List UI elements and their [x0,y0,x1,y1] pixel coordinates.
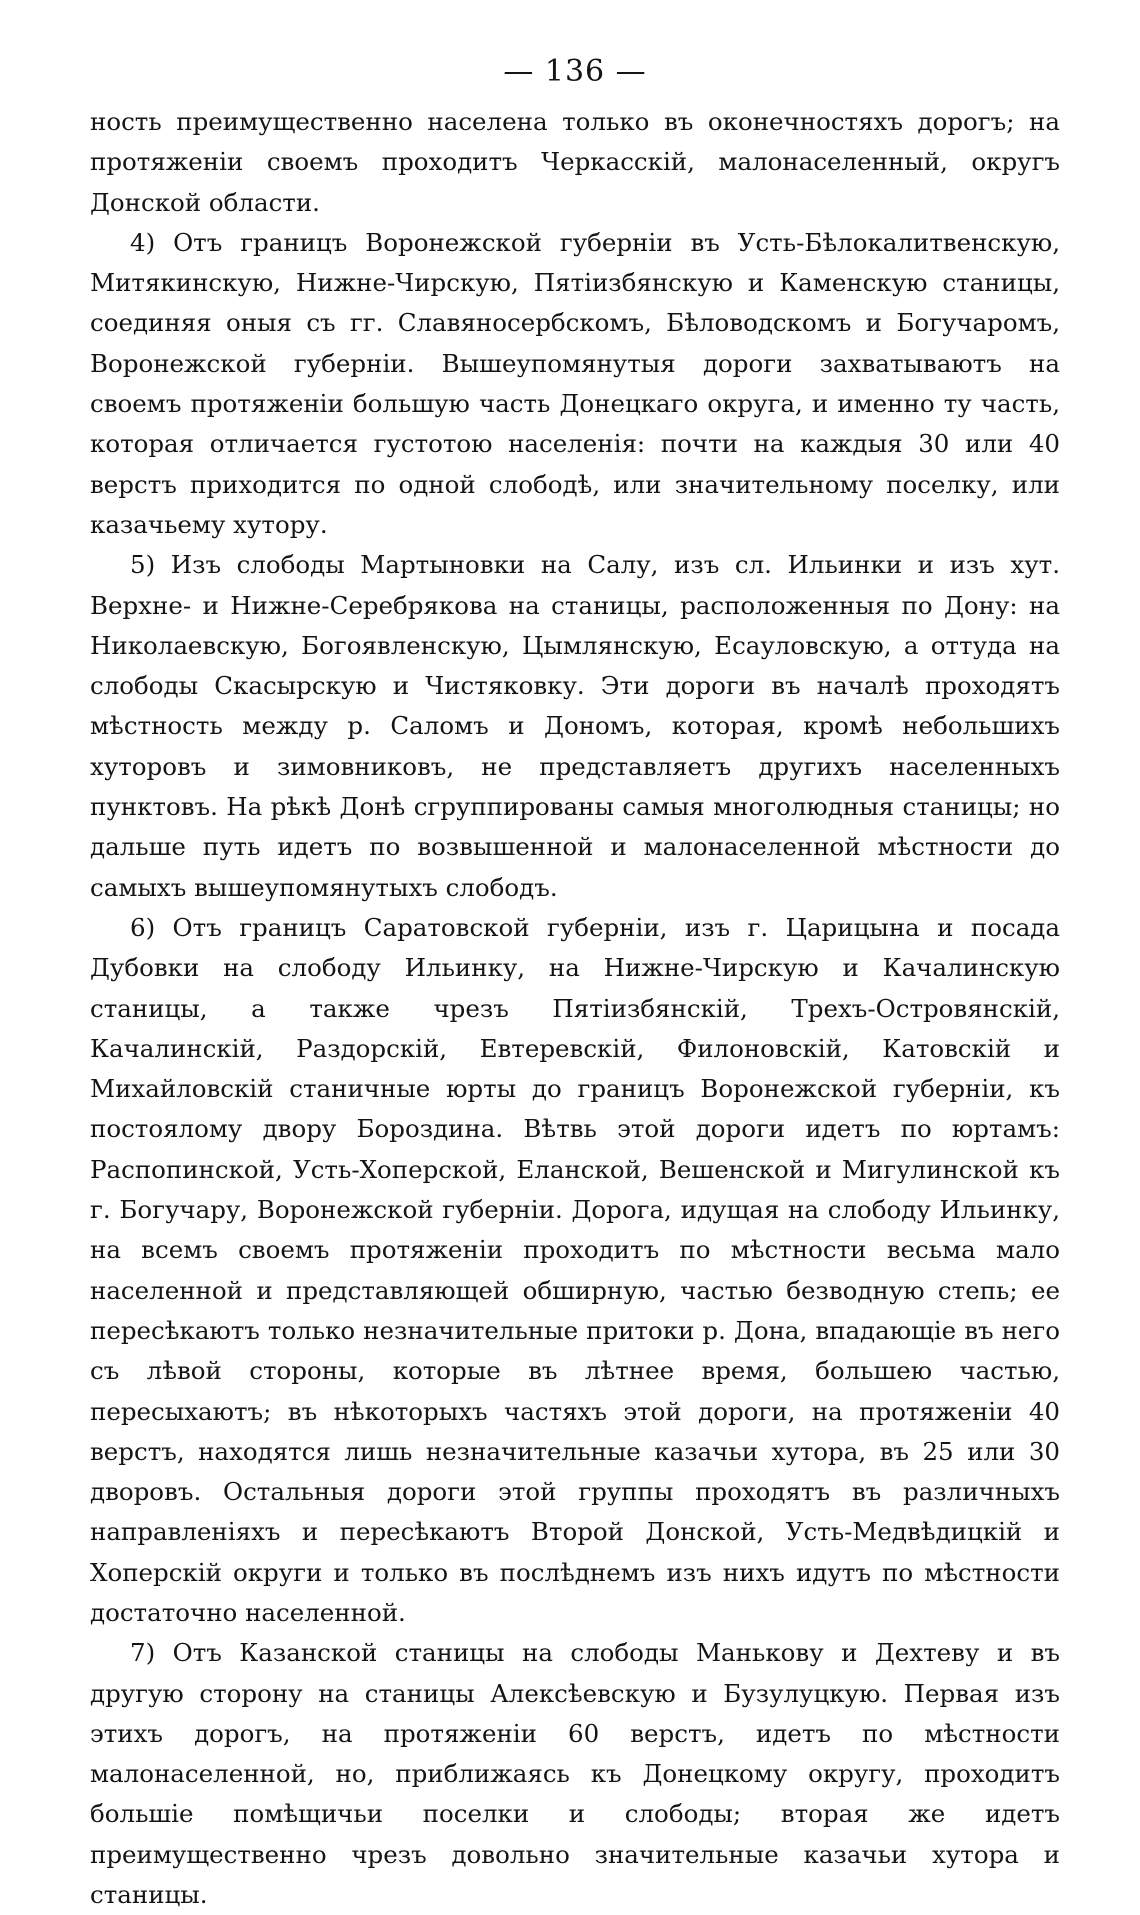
page-number: — 136 — [503,54,647,89]
page [90,52,1060,1915]
paragraph: 7) Отъ Казанской станицы на слободы Манькову и Дехтеву и въ другую сторону на станицы Алексѣевскую и Бузулуцкую. Первая изъ этихъ дорогъ, на протяженіи 60 верстъ, идетъ по мѣстности малонаселенной, но, приближаясь къ Донецкому округу, проходитъ большіе помѣщичьи поселки и слободы; вторая же идетъ преимущественно чрезъ довольно значительные казачьи хутора и станицы. [90,1638,1060,1910]
paragraph: 6) Отъ границъ Саратовской губерніи, изъ г. Царицына и посада Дубовки на слободу Ильинку, на Нижне-Чирскую и Качалинскую станицы, а также чрезъ Пятіизбянскій, Трехъ-Островянскій, Качалинскій, Раздорскій, Евтеревскій, Филоновскій, Катовскій и Михайловскій станичные юрты до границъ Воронежской губерніи, къ постоялому двору Бороздина. Вѣтвь этой дороги идетъ по юртамъ: Распопинской, Усть-Хоперской, Еланской, Вешенской и Мигулинской къ г. Богучару, Воронежской губерніи. Дорога, идущая на слободу Ильинку, на всемъ своемъ протяженіи проходитъ по мѣстности весьма мало населенной и представляющей обширную, частью безводную степь; ее пересѣкаютъ только незначительные притоки р. Дона, впадающіе въ него съ лѣвой стороны, которые въ лѣтнее время, большею частью, пересыхаютъ; въ нѣкоторыхъ частяхъ этой дороги, на протяженіи 40 верстъ, находятся лишь незначительные казачьи хутора, въ 25 или 30 дворовъ. Остальныя дороги этой группы проходятъ въ различныхъ направленіяхъ и пересѣкаютъ Второй Донской, Усть-Медвѣдицкій и Хоперскій округи и только въ послѣднемъ изъ нихъ идутъ по мѣстности достаточно населенной. [90,912,1060,1627]
paragraph: ность преимущественно населена только въ оконечностяхъ дорогъ; на протяженіи своемъ проходитъ Черкасскій, малонаселенный, округъ Донской области. [90,107,1060,217]
paragraph: 4) Отъ границъ Воронежской губерніи въ Усть-Бѣлокалитвенскую, Митякинскую, Нижне-Чирскую, Пятіизбянскую и Каменскую станицы, соединяя оныя съ гг. Славяносербскомъ, Бѣловодскомъ и Богучаромъ, Воронежской губерніи. Вышеупомянутыя дороги захватываютъ на своемъ протяженіи большую часть Донецкаго округа, и именно ту часть, которая отличается густотою населенія: почти на каждыя 30 или 40 верстъ приходится по одной слободѣ, или значительному поселку, или казачьему хутору. [90,227,1060,539]
body-text [90,102,1060,1915]
paragraph: 5) Изъ слободы Мартыновки на Салу, изъ сл. Ильинки и изъ хут. Верхне- и Нижне-Серебрякова на станицы, расположенныя по Дону: на Николаевскую, Богоявленскую, Цымлянскую, Есауловскую, а оттуда на слободы Скасырскую и Чистяковку. Эти дороги въ началѣ проходятъ мѣстность между р. Саломъ и Дономъ, которая, кромѣ небольшихъ хуторовъ и зимовниковъ, не представляетъ другихъ населенныхъ пунктовъ. На рѣкѣ Донѣ сгруппированы самыя многолюдныя станицы; но дальше путь идетъ по возвышенной и малонаселенной мѣстности до самыхъ вышеупомянутыхъ слободъ. [90,550,1060,902]
